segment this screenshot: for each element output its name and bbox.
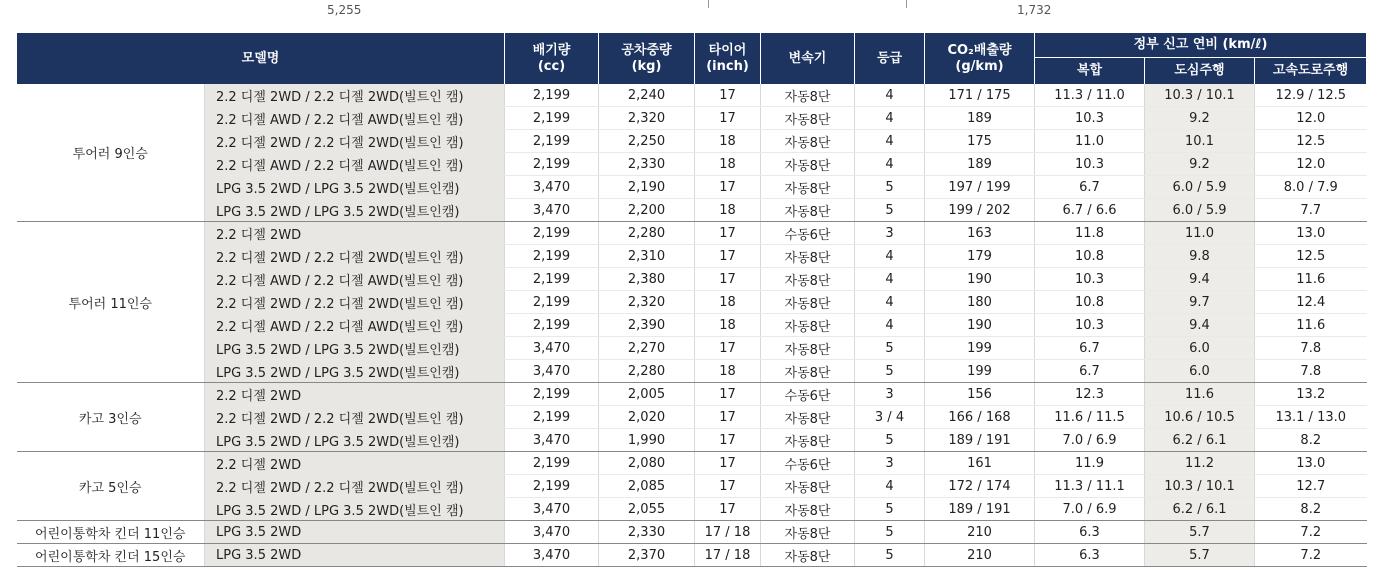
co2-cell: 171 / 175: [925, 84, 1035, 107]
combined-cell: 11.3 / 11.1: [1035, 475, 1145, 498]
table-row: [17, 84, 1367, 107]
city-cell: 10.1: [1145, 130, 1255, 153]
transmission-cell: 자동8단: [761, 475, 855, 498]
table-row: [17, 107, 1367, 130]
city-cell: 11.0: [1145, 222, 1255, 245]
co2-cell: 197 / 199: [925, 176, 1035, 199]
displacement-cell: 2,199: [505, 291, 599, 314]
table-row: [17, 406, 1367, 429]
city-cell: 6.0 / 5.9: [1145, 176, 1255, 199]
co2-cell: 190: [925, 314, 1035, 337]
grade-cell: 5: [855, 337, 925, 360]
grade-cell: 5: [855, 176, 925, 199]
highway-cell: 7.7: [1255, 199, 1367, 222]
table-row: [17, 498, 1367, 521]
highway-cell: 7.8: [1255, 337, 1367, 360]
city-cell: 9.2: [1145, 107, 1255, 130]
spec-table-body: [17, 84, 1367, 567]
tire-cell: 17 / 18: [695, 544, 761, 567]
co2-cell: 210: [925, 544, 1035, 567]
tire-cell: 17: [695, 84, 761, 107]
table-row: [17, 245, 1367, 268]
model-group-name: 투어러 9인승: [17, 84, 205, 222]
transmission-cell: 자동8단: [761, 176, 855, 199]
trim-cell: 2.2 디젤 2WD / 2.2 디젤 2WD(빌트인 캠): [205, 130, 505, 153]
transmission-cell: 자동8단: [761, 291, 855, 314]
top-right-value: 1,732: [1017, 3, 1052, 17]
co2-cell: 199: [925, 360, 1035, 383]
grade-cell: 3: [855, 222, 925, 245]
combined-cell: 10.3: [1035, 268, 1145, 291]
tire-cell: 17: [695, 337, 761, 360]
model-group-name: 어린이통학차 킨더 11인승: [17, 521, 205, 544]
trim-cell: 2.2 디젤 AWD / 2.2 디젤 AWD(빌트인 캠): [205, 268, 505, 291]
displacement-cell: 3,470: [505, 176, 599, 199]
table-row: [17, 360, 1367, 383]
curb-weight-cell: 2,055: [599, 498, 695, 521]
combined-cell: 11.8: [1035, 222, 1145, 245]
city-cell: 9.4: [1145, 314, 1255, 337]
co2-cell: 199: [925, 337, 1035, 360]
curb-weight-cell: 2,190: [599, 176, 695, 199]
grade-cell: 5: [855, 544, 925, 567]
transmission-cell: 자동8단: [761, 245, 855, 268]
tire-cell: 17: [695, 383, 761, 406]
trim-cell: 2.2 디젤 2WD / 2.2 디젤 2WD(빌트인 캠): [205, 84, 505, 107]
highway-cell: 12.9 / 12.5: [1255, 84, 1367, 107]
combined-cell: 11.0: [1035, 130, 1145, 153]
city-cell: 6.0: [1145, 337, 1255, 360]
trim-cell: LPG 3.5 2WD / LPG 3.5 2WD(빌트인캠): [205, 429, 505, 452]
curb-weight-cell: 2,310: [599, 245, 695, 268]
co2-cell: 189: [925, 153, 1035, 176]
header-combined: 복합: [1035, 58, 1145, 85]
displacement-cell: 3,470: [505, 360, 599, 383]
displacement-cell: 2,199: [505, 84, 599, 107]
co2-cell: 190: [925, 268, 1035, 291]
transmission-cell: 자동8단: [761, 337, 855, 360]
grade-cell: 3: [855, 452, 925, 475]
table-row: [17, 452, 1367, 475]
city-cell: 9.7: [1145, 291, 1255, 314]
tire-cell: 17: [695, 245, 761, 268]
displacement-cell: 2,199: [505, 452, 599, 475]
co2-cell: 156: [925, 383, 1035, 406]
table-row: [17, 314, 1367, 337]
curb-weight-cell: 2,330: [599, 521, 695, 544]
combined-cell: 10.8: [1035, 291, 1145, 314]
co2-cell: 189: [925, 107, 1035, 130]
spec-table: [16, 33, 1367, 567]
transmission-cell: 자동8단: [761, 84, 855, 107]
city-cell: 6.2 / 6.1: [1145, 429, 1255, 452]
model-group-name: 어린이통학차 킨더 15인승: [17, 544, 205, 567]
city-cell: 5.7: [1145, 544, 1255, 567]
header-grade: 등급: [855, 33, 925, 84]
combined-cell: 10.8: [1035, 245, 1145, 268]
grade-cell: 5: [855, 360, 925, 383]
table-row: [17, 475, 1367, 498]
displacement-cell: 2,199: [505, 406, 599, 429]
header-transmission: 변속기: [761, 33, 855, 84]
city-cell: 6.0: [1145, 360, 1255, 383]
co2-cell: 179: [925, 245, 1035, 268]
curb-weight-cell: 2,280: [599, 222, 695, 245]
trim-cell: LPG 3.5 2WD / LPG 3.5 2WD(빌트인 캠): [205, 498, 505, 521]
combined-cell: 6.3: [1035, 544, 1145, 567]
co2-cell: 172 / 174: [925, 475, 1035, 498]
co2-cell: 163: [925, 222, 1035, 245]
tire-cell: 17: [695, 107, 761, 130]
tire-cell: 17 / 18: [695, 521, 761, 544]
table-row: [17, 153, 1367, 176]
trim-cell: 2.2 디젤 2WD: [205, 222, 505, 245]
transmission-cell: 자동8단: [761, 107, 855, 130]
city-cell: 9.4: [1145, 268, 1255, 291]
co2-cell: 180: [925, 291, 1035, 314]
co2-cell: 166 / 168: [925, 406, 1035, 429]
top-divider-tick: [708, 0, 709, 8]
transmission-cell: 자동8단: [761, 521, 855, 544]
tire-cell: 18: [695, 199, 761, 222]
grade-cell: 4: [855, 107, 925, 130]
header-model: 모델명: [17, 33, 505, 84]
city-cell: 10.3 / 10.1: [1145, 84, 1255, 107]
tire-cell: 17: [695, 268, 761, 291]
transmission-cell: 자동8단: [761, 406, 855, 429]
combined-cell: 11.3 / 11.0: [1035, 84, 1145, 107]
co2-cell: 199 / 202: [925, 199, 1035, 222]
trim-cell: 2.2 디젤 2WD / 2.2 디젤 2WD(빌트인 캠): [205, 406, 505, 429]
grade-cell: 4: [855, 268, 925, 291]
highway-cell: 12.0: [1255, 153, 1367, 176]
tire-cell: 17: [695, 498, 761, 521]
highway-cell: 8.2: [1255, 498, 1367, 521]
displacement-cell: 3,470: [505, 429, 599, 452]
model-group-name: 투어러 11인승: [17, 222, 205, 383]
table-row: [17, 429, 1367, 452]
table-row: [17, 383, 1367, 406]
trim-cell: 2.2 디젤 2WD / 2.2 디젤 2WD(빌트인 캠): [205, 245, 505, 268]
co2-cell: 210: [925, 521, 1035, 544]
co2-cell: 189 / 191: [925, 429, 1035, 452]
highway-cell: 11.6: [1255, 268, 1367, 291]
highway-cell: 8.2: [1255, 429, 1367, 452]
curb-weight-cell: 2,330: [599, 153, 695, 176]
highway-cell: 7.2: [1255, 544, 1367, 567]
highway-cell: 8.0 / 7.9: [1255, 176, 1367, 199]
curb-weight-cell: 2,250: [599, 130, 695, 153]
displacement-cell: 3,470: [505, 544, 599, 567]
city-cell: 6.2 / 6.1: [1145, 498, 1255, 521]
tire-cell: 17: [695, 222, 761, 245]
combined-cell: 6.7: [1035, 337, 1145, 360]
combined-cell: 12.3: [1035, 383, 1145, 406]
grade-cell: 4: [855, 314, 925, 337]
displacement-cell: 2,199: [505, 475, 599, 498]
grade-cell: 5: [855, 199, 925, 222]
displacement-cell: 2,199: [505, 222, 599, 245]
highway-cell: 12.5: [1255, 130, 1367, 153]
grade-cell: 4: [855, 130, 925, 153]
combined-cell: 6.7: [1035, 360, 1145, 383]
trim-cell: LPG 3.5 2WD: [205, 521, 505, 544]
curb-weight-cell: 1,990: [599, 429, 695, 452]
curb-weight-cell: 2,280: [599, 360, 695, 383]
city-cell: 5.7: [1145, 521, 1255, 544]
highway-cell: 13.0: [1255, 222, 1367, 245]
grade-cell: 4: [855, 475, 925, 498]
highway-cell: 12.5: [1255, 245, 1367, 268]
tire-cell: 18: [695, 291, 761, 314]
header-displacement: 배기량 (cc): [505, 33, 599, 84]
tire-cell: 17: [695, 475, 761, 498]
highway-cell: 11.6: [1255, 314, 1367, 337]
city-cell: 6.0 / 5.9: [1145, 199, 1255, 222]
transmission-cell: 자동8단: [761, 268, 855, 291]
table-row: [17, 176, 1367, 199]
table-row: [17, 291, 1367, 314]
table-row: [17, 544, 1367, 567]
curb-weight-cell: 2,200: [599, 199, 695, 222]
co2-cell: 175: [925, 130, 1035, 153]
top-divider-tick: [906, 0, 907, 8]
grade-cell: 4: [855, 291, 925, 314]
highway-cell: 12.0: [1255, 107, 1367, 130]
trim-cell: LPG 3.5 2WD / LPG 3.5 2WD(빌트인캠): [205, 176, 505, 199]
highway-cell: 13.2: [1255, 383, 1367, 406]
combined-cell: 6.7 / 6.6: [1035, 199, 1145, 222]
top-left-value: 5,255: [327, 3, 362, 17]
trim-cell: 2.2 디젤 2WD: [205, 452, 505, 475]
co2-cell: 161: [925, 452, 1035, 475]
highway-cell: 12.4: [1255, 291, 1367, 314]
transmission-cell: 자동8단: [761, 199, 855, 222]
trim-cell: 2.2 디젤 2WD: [205, 383, 505, 406]
grade-cell: 5: [855, 429, 925, 452]
transmission-cell: 자동8단: [761, 544, 855, 567]
trim-cell: LPG 3.5 2WD / LPG 3.5 2WD(빌트인캠): [205, 199, 505, 222]
displacement-cell: 2,199: [505, 314, 599, 337]
transmission-cell: 수동6단: [761, 222, 855, 245]
table-row: [17, 222, 1367, 245]
curb-weight-cell: 2,320: [599, 291, 695, 314]
table-row: [17, 268, 1367, 291]
combined-cell: 10.3: [1035, 314, 1145, 337]
tire-cell: 17: [695, 452, 761, 475]
transmission-cell: 자동8단: [761, 360, 855, 383]
tire-cell: 17: [695, 429, 761, 452]
tire-cell: 17: [695, 406, 761, 429]
highway-cell: 13.1 / 13.0: [1255, 406, 1367, 429]
highway-cell: 12.7: [1255, 475, 1367, 498]
tire-cell: 18: [695, 130, 761, 153]
trim-cell: LPG 3.5 2WD / LPG 3.5 2WD(빌트인캠): [205, 337, 505, 360]
trim-cell: 2.2 디젤 2WD / 2.2 디젤 2WD(빌트인 캠): [205, 291, 505, 314]
displacement-cell: 2,199: [505, 153, 599, 176]
city-cell: 11.2: [1145, 452, 1255, 475]
combined-cell: 10.3: [1035, 107, 1145, 130]
trim-cell: LPG 3.5 2WD: [205, 544, 505, 567]
city-cell: 9.2: [1145, 153, 1255, 176]
city-cell: 10.3 / 10.1: [1145, 475, 1255, 498]
grade-cell: 3 / 4: [855, 406, 925, 429]
highway-cell: 7.8: [1255, 360, 1367, 383]
curb-weight-cell: 2,085: [599, 475, 695, 498]
transmission-cell: 수동6단: [761, 452, 855, 475]
transmission-cell: 자동8단: [761, 130, 855, 153]
combined-cell: 11.9: [1035, 452, 1145, 475]
grade-cell: 4: [855, 153, 925, 176]
header-co2: CO₂배출량 (g/km): [925, 33, 1035, 84]
trim-cell: 2.2 디젤 AWD / 2.2 디젤 AWD(빌트인 캠): [205, 107, 505, 130]
displacement-cell: 3,470: [505, 521, 599, 544]
header-city: 도심주행: [1145, 58, 1255, 85]
curb-weight-cell: 2,240: [599, 84, 695, 107]
tire-cell: 17: [695, 176, 761, 199]
table-row: [17, 337, 1367, 360]
transmission-cell: 자동8단: [761, 498, 855, 521]
highway-cell: 7.2: [1255, 521, 1367, 544]
city-cell: 10.6 / 10.5: [1145, 406, 1255, 429]
header-highway: 고속도로주행: [1255, 58, 1367, 85]
grade-cell: 5: [855, 521, 925, 544]
header-fuel-economy: 정부 신고 연비 (km/ℓ): [1035, 33, 1367, 58]
grade-cell: 5: [855, 498, 925, 521]
model-group-name: 카고 5인승: [17, 452, 205, 521]
city-cell: 11.6: [1145, 383, 1255, 406]
model-group-name: 카고 3인승: [17, 383, 205, 452]
combined-cell: 7.0 / 6.9: [1035, 498, 1145, 521]
displacement-cell: 2,199: [505, 107, 599, 130]
grade-cell: 4: [855, 245, 925, 268]
grade-cell: 4: [855, 84, 925, 107]
curb-weight-cell: 2,370: [599, 544, 695, 567]
table-row: [17, 521, 1367, 544]
curb-weight-cell: 2,270: [599, 337, 695, 360]
city-cell: 9.8: [1145, 245, 1255, 268]
combined-cell: 6.3: [1035, 521, 1145, 544]
combined-cell: 7.0 / 6.9: [1035, 429, 1145, 452]
combined-cell: 10.3: [1035, 153, 1145, 176]
displacement-cell: 3,470: [505, 199, 599, 222]
trim-cell: 2.2 디젤 2WD / 2.2 디젤 2WD(빌트인 캠): [205, 475, 505, 498]
displacement-cell: 3,470: [505, 498, 599, 521]
curb-weight-cell: 2,020: [599, 406, 695, 429]
displacement-cell: 2,199: [505, 383, 599, 406]
transmission-cell: 수동6단: [761, 383, 855, 406]
tire-cell: 18: [695, 314, 761, 337]
table-row: [17, 130, 1367, 153]
trim-cell: 2.2 디젤 AWD / 2.2 디젤 AWD(빌트인 캠): [205, 314, 505, 337]
co2-cell: 189 / 191: [925, 498, 1035, 521]
grade-cell: 3: [855, 383, 925, 406]
trim-cell: LPG 3.5 2WD / LPG 3.5 2WD(빌트인캠): [205, 360, 505, 383]
combined-cell: 11.6 / 11.5: [1035, 406, 1145, 429]
curb-weight-cell: 2,005: [599, 383, 695, 406]
trim-cell: 2.2 디젤 AWD / 2.2 디젤 AWD(빌트인 캠): [205, 153, 505, 176]
curb-weight-cell: 2,390: [599, 314, 695, 337]
transmission-cell: 자동8단: [761, 314, 855, 337]
curb-weight-cell: 2,320: [599, 107, 695, 130]
displacement-cell: 3,470: [505, 337, 599, 360]
transmission-cell: 자동8단: [761, 429, 855, 452]
displacement-cell: 2,199: [505, 130, 599, 153]
curb-weight-cell: 2,380: [599, 268, 695, 291]
displacement-cell: 2,199: [505, 245, 599, 268]
header-tire: 타이어 (inch): [695, 33, 761, 84]
combined-cell: 6.7: [1035, 176, 1145, 199]
top-fragment: [0, 0, 1381, 28]
header-curb-weight: 공차중량 (kg): [599, 33, 695, 84]
tire-cell: 18: [695, 153, 761, 176]
table-row: [17, 199, 1367, 222]
curb-weight-cell: 2,080: [599, 452, 695, 475]
tire-cell: 18: [695, 360, 761, 383]
highway-cell: 13.0: [1255, 452, 1367, 475]
transmission-cell: 자동8단: [761, 153, 855, 176]
displacement-cell: 2,199: [505, 268, 599, 291]
